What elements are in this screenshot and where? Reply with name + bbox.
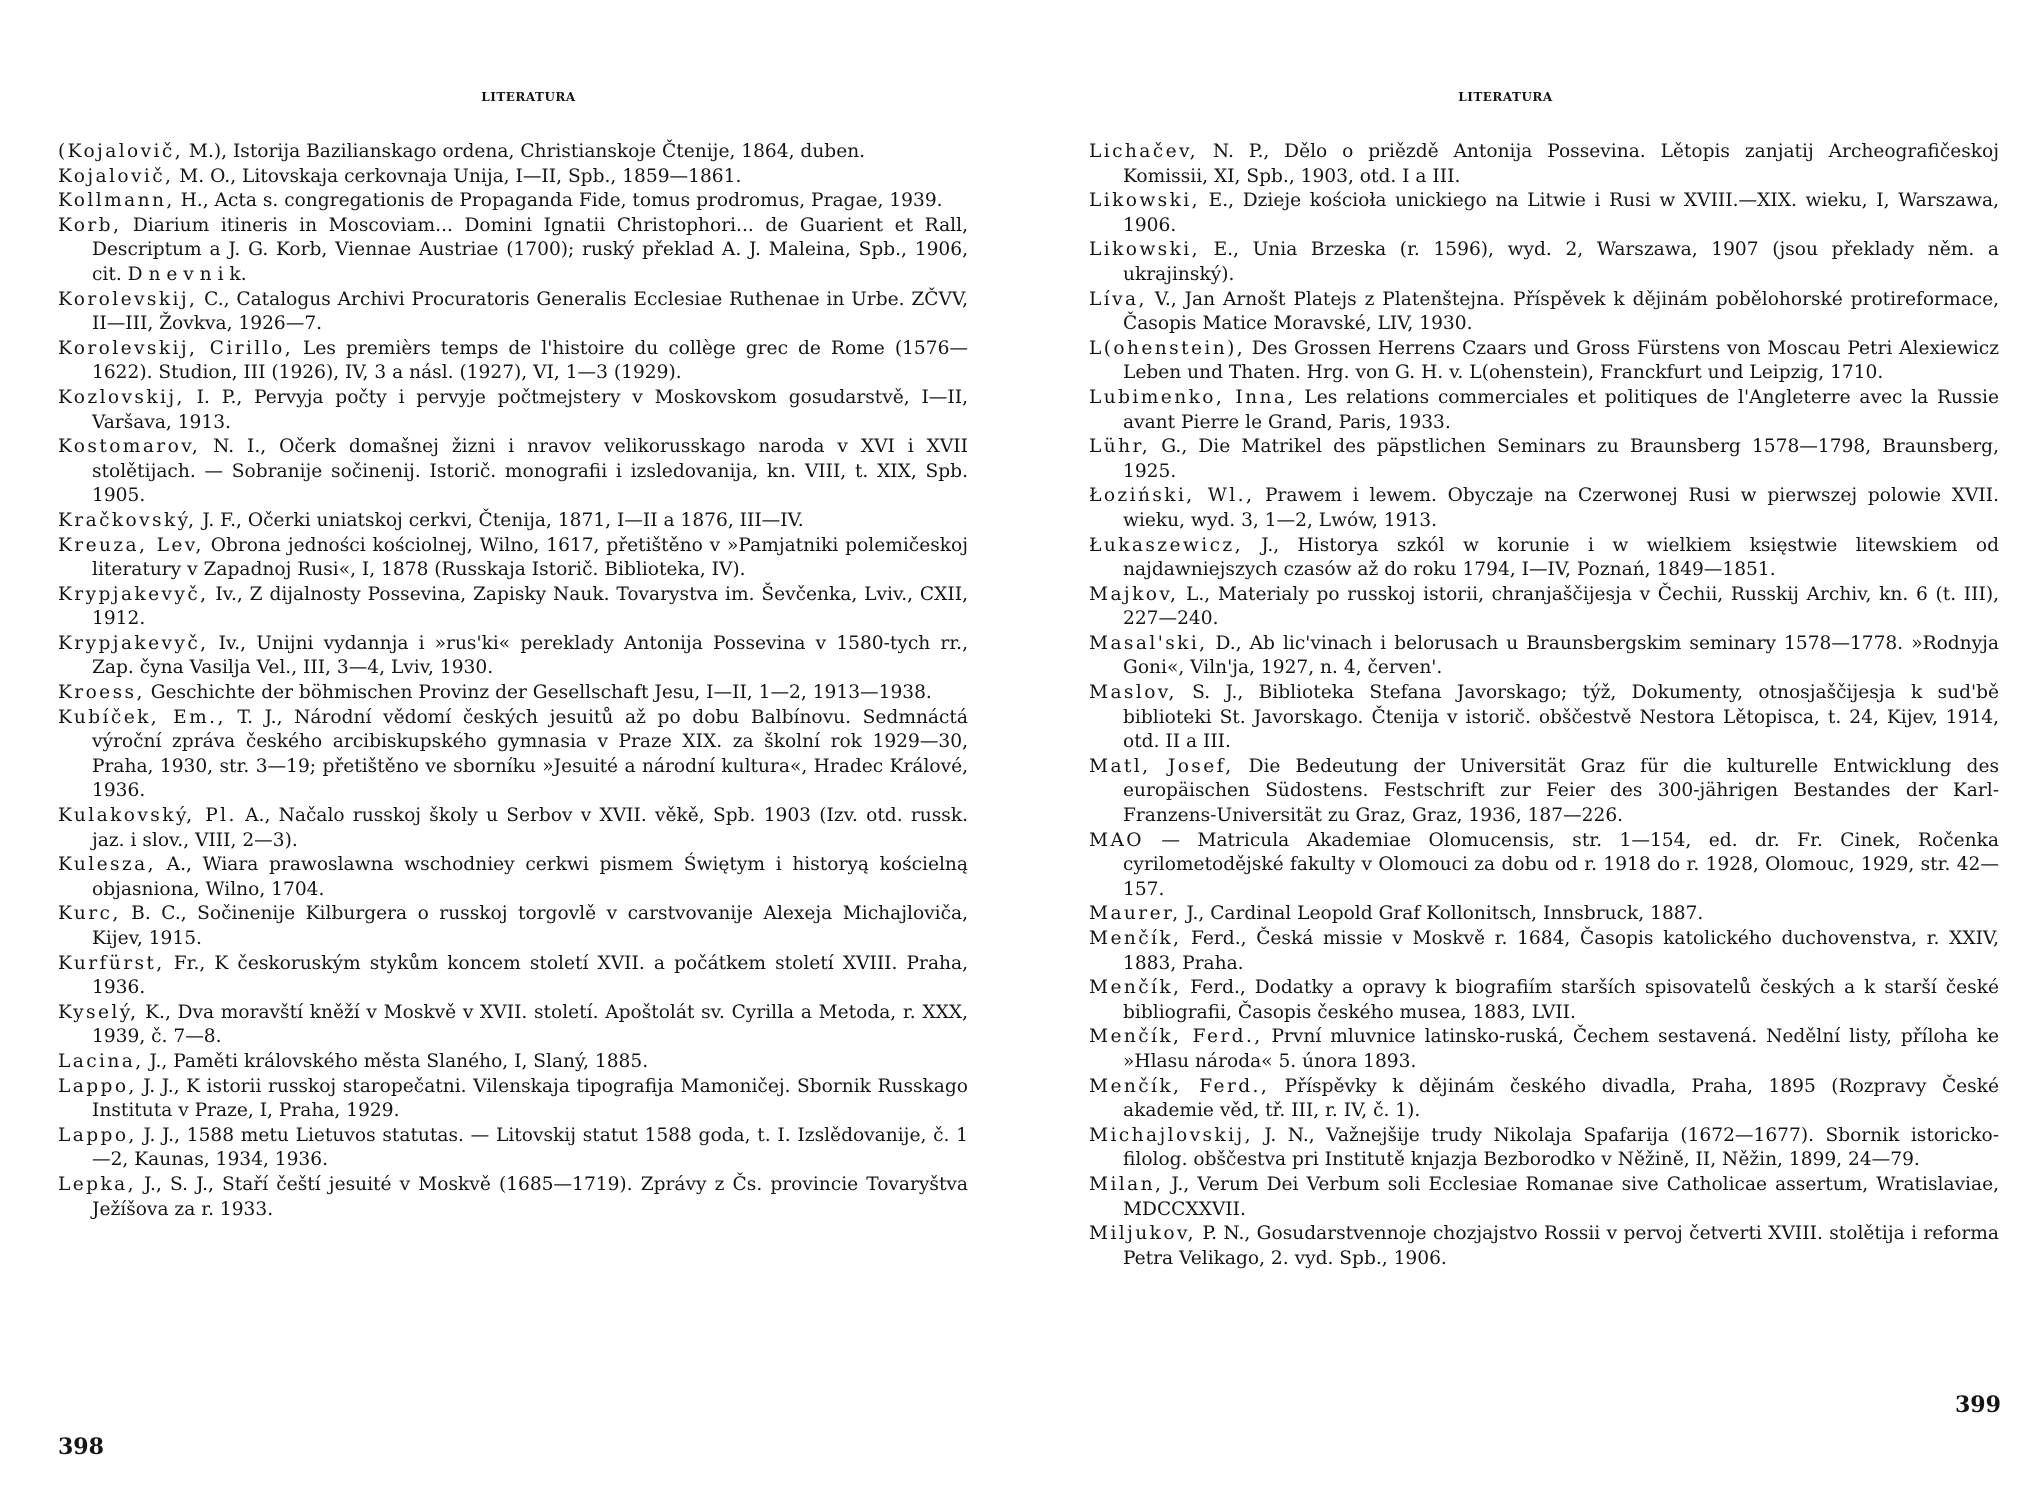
- entry-author: Lubimenko, Inna,: [1089, 386, 1296, 408]
- bibliography-entry: [1089, 681, 1999, 755]
- bibliography-entry: [58, 1075, 968, 1124]
- entry-text: Diarium itineris in Moscoviam... Domini Ignatii Christophori... de Guarient et Rall, Descriptum a J. G. Korb, Viennae Austriae (1700); ruský překlad A. J. Maleina, Spb., 1906, cit. D n e v n i k.: [92, 214, 968, 285]
- entry-author: Korb,: [58, 214, 122, 236]
- entry-text: Iv., Unijni vydannja i »rus'ki« pereklady Antonija Possevina v 1580-tych rr., Zap. čyna Vasilja Vel., III, 3—4, Lviv, 1930.: [92, 632, 968, 679]
- entry-author: MAO: [1089, 829, 1144, 851]
- bibliography-entry: [1089, 140, 1999, 189]
- entry-author: Kulesza,: [58, 854, 156, 876]
- entry-text: J., Paměti královského města Slaného, I, Slaný, 1885.: [143, 1050, 649, 1072]
- bibliography-entry: [58, 189, 968, 214]
- entry-author: Kyselý,: [58, 1001, 139, 1023]
- entry-author: Majkov,: [1089, 583, 1179, 605]
- bibliography-entry: [1089, 755, 1999, 829]
- entry-text: Die Bedeutung der Universität Graz für die kulturelle Entwicklung des europäischen Südostens. Festschrift zur Feier des 300-jährigen Bestandes der Karl-Franzens-Universität zu Graz, Graz, 1936, 187—226.: [1123, 755, 1999, 827]
- bibliography-entry: [58, 952, 968, 1001]
- entry-author: Lühr,: [1089, 436, 1151, 458]
- entry-author: Menčík,: [1089, 977, 1182, 999]
- entry-author: Milan,: [1089, 1173, 1164, 1195]
- bibliography-entry: [58, 1050, 968, 1075]
- bibliography-list: [1089, 140, 1999, 1271]
- entry-author: Kroess,: [58, 682, 145, 704]
- entry-author: Kozlovskij,: [58, 386, 185, 408]
- entry-author: Kostomarov,: [58, 436, 201, 458]
- entry-author: Korolevskij, Cirillo,: [58, 337, 293, 359]
- bibliography-list: [58, 140, 968, 1222]
- entry-text: E., Dzieje kościoła unickiego na Litwie i Rusi w XVIII.—XIX. wieku, I, Warszawa, 1906.: [1123, 190, 1999, 236]
- entry-author: Kubíček, Em.,: [58, 706, 226, 728]
- bibliography-entry: [58, 804, 968, 853]
- entry-text: M.), Istorija Bazilianskago ordena, Christianskoje Čtenije, 1864, duben.: [183, 141, 866, 162]
- bibliography-entry: [58, 632, 968, 681]
- bibliography-entry: [58, 337, 968, 386]
- entry-author: Maslov,: [1089, 682, 1177, 704]
- bibliography-entry: [58, 1173, 968, 1222]
- entry-text: K., Dva moravští kněží v Moskvě v XVII. století. Apoštolát sv. Cyrilla a Metoda, r. XXX, 1939, č. 7—8.: [92, 1001, 968, 1048]
- entry-author: Miljukov,: [1089, 1223, 1196, 1245]
- bibliography-entry: [1089, 1124, 1999, 1173]
- entry-author: Kračkovský,: [58, 509, 197, 531]
- entry-text: Les premièrs temps de l'histoire du collège grec de Rome (1576—1622). Studion, III (1926), IV, 3 a násl. (1927), VI, 1—3 (1929).: [92, 337, 968, 384]
- entry-author: Łoziński, Wl.,: [1089, 485, 1255, 507]
- bibliography-entry: [1089, 1075, 1999, 1124]
- entry-text: A., Načalo russkoj školy u Serbov v XVII. věkě, Spb. 1903 (Izv. otd. russk. jaz. i slov., VIII, 2—3).: [92, 805, 968, 851]
- entry-text: Geschichte der böhmischen Provinz der Gesellschaft Jesu, I—II, 1—2, 1913—1938.: [144, 682, 932, 704]
- bibliography-entry: [58, 583, 968, 632]
- entry-author: Lappo,: [58, 1124, 137, 1146]
- entry-text: Iv., Z dijalnosty Possevina, Zapisky Nauk. Tovarystva im. Ševčenka, Lviv., CXII, 1912.: [92, 583, 968, 630]
- entry-author: Kreuza, Lev,: [58, 534, 204, 556]
- bibliography-entry: [1089, 1025, 1999, 1074]
- entry-author: Menčík, Ferd.,: [1089, 1026, 1263, 1048]
- entry-text: Des Grossen Herrens Czaars und Gross Fürstens von Moscau Petri Alexiewicz Leben und Thaten. Hrg. von G. H. v. L(ohenstein), Franckfurt und Leipzig, 1710.: [1123, 337, 1999, 384]
- bibliography-entry: [1089, 484, 1999, 533]
- entry-text: N. I., Očerk domašnej žizni i nravov velikorusskago naroda v XVI i XVII stolětijach. — Sobranije sočinenij. Istorič. monografii i izsledovanija, kn. VIII, t. XIX, Spb. 1905.: [92, 436, 968, 507]
- entry-text: B. C., Sočinenije Kilburgera o russkoj torgovlě v carstvovanije Alexeja Michajloviča, Kijev, 1915.: [92, 903, 968, 949]
- entry-author: Michajlovskij,: [1089, 1124, 1253, 1146]
- bibliography-entry: [1089, 927, 1999, 976]
- page-number: 398: [58, 1434, 104, 1460]
- entry-text: J. F., Očerki uniatskoj cerkvi, Čtenija, 1871, I—II a 1876, III—IV.: [196, 509, 804, 531]
- bibliography-entry: [58, 681, 968, 706]
- entry-author: Lichačev,: [1089, 141, 1198, 162]
- entry-author: Korolevskij,: [58, 288, 198, 310]
- entry-author: Lacina,: [58, 1050, 144, 1072]
- entry-text: J. N., Važnejšije trudy Nikolaja Spafarija (1672—1677). Sbornik istoricko-filolog. obščestva pri Institutě knjazja Bezborodko v Něžině, II, Něžin, 1899, 24—79.: [1123, 1124, 1999, 1171]
- entry-text: H., Acta s. congregationis de Propaganda Fide, tomus prodromus, Pragae, 1939.: [174, 190, 943, 212]
- entry-author: L(ohenstein),: [1089, 337, 1246, 359]
- bibliography-entry: [1089, 1222, 1999, 1271]
- entry-text: J. J., 1588 metu Lietuvos statutas. — Litovskij statut 1588 goda, t. I. Izslědovanije, č. 1—2, Kaunas, 1934, 1936.: [92, 1124, 968, 1171]
- entry-author: Kojalovič,: [58, 165, 174, 187]
- entry-text: M. O., Litovskaja cerkovnaja Unija, I—II, Spb., 1859—1861.: [173, 165, 742, 187]
- entry-author: Matl, Josef,: [1089, 755, 1234, 777]
- entry-text: Ferd., Česká missie v Moskvě r. 1684, Časopis katolického duchovenstva, r. XXIV, 1883, Praha.: [1123, 928, 1999, 974]
- entry-text: N. P., Dělo o priězdě Antonija Possevina. Lětopis zanjatij Archeografičeskoj Komissii, XI, Spb., 1903, otd. I a III.: [1123, 141, 1999, 187]
- bibliography-entry: [1089, 238, 1999, 287]
- entry-author: Menčík, Ferd.,: [1089, 1075, 1270, 1097]
- entry-author: Maurer,: [1089, 903, 1181, 925]
- entry-text: P. N., Gosudarstvennoje chozjajstvo Rossii v pervoj četverti XVIII. stolětija i reforma Petra Velikago, 2. vyd. Spb., 1906.: [1123, 1223, 1999, 1269]
- bibliography-entry: [1089, 189, 1999, 238]
- entry-text: Fr., K českoruským stykům koncem století XVII. a počátkem století XVIII. Praha, 1936.: [92, 952, 968, 999]
- bibliography-entry: [1089, 288, 1999, 337]
- entry-text: A., Wiara prawoslawna wschodniey cerkwi pismem Świętym i historyą kościelną objasniona, Wilno, 1704.: [92, 854, 968, 900]
- bibliography-entry: [1089, 1173, 1999, 1222]
- entry-text: Obrona jedności kościolnej, Wilno, 1617, přetištěno v »Pamjatniki polemičeskoj literatury v Zapadnoj Rusi«, I, 1878 (Russkaja Istorič. Biblioteka, IV).: [92, 534, 968, 581]
- entry-author: Kulakovský, Pl.: [58, 805, 237, 827]
- bibliography-entry: [58, 1001, 968, 1050]
- bibliography-entry: [58, 706, 968, 804]
- bibliography-entry: [58, 509, 968, 534]
- entry-text: L., Materialy po russkoj istorii, chranjaščijesja v Čechii, Russkij Archiv, kn. 6 (t. III), 227—240.: [1123, 583, 1999, 630]
- entry-text: D., Ab lic'vinach i belorusach u Braunsbergskim seminary 1578—1778. »Rodnyja Goni«, Viln'ja, 1927, n. 4, červen'.: [1123, 632, 1999, 679]
- bibliography-entry: [58, 214, 968, 288]
- bibliography-entry: [1089, 902, 1999, 927]
- bibliography-entry: [1089, 337, 1999, 386]
- entry-text: G., Die Matrikel des päpstlichen Seminars zu Braunsberg 1578—1798, Braunsberg, 1925.: [1123, 436, 1999, 482]
- bibliography-entry: [1089, 386, 1999, 435]
- running-head: LITERATURA: [1458, 90, 1553, 104]
- bibliography-entry: [58, 386, 968, 435]
- entry-text: J., Historya szkól w korunie i w wielkiem księstwie litewskiem od najdawniejszych czasów až do roku 1794, I—IV, Poznań, 1849—1851.: [1123, 534, 1999, 581]
- entry-text: J. J., K istorii russkoj staropečatni. Vilenskaja tipografija Mamoničej. Sbornik Russkago Instituta v Praze, I, Praha, 1929.: [92, 1075, 968, 1122]
- page-number: 399: [1955, 1392, 2001, 1418]
- entry-author: Lepka,: [58, 1173, 136, 1195]
- entry-text: Prawem i lewem. Obyczaje na Czerwonej Rusi w pierwszej polowie XVII. wieku, wyd. 3, 1—2, Lwów, 1913.: [1123, 485, 1999, 531]
- entry-text: První mluvnice latinsko-ruská, Čechem sestavená. Nedělní listy, příloha ke »Hlasu národa« 5. února 1893.: [1123, 1026, 1999, 1072]
- entry-author: Krypjakevyč,: [58, 583, 209, 605]
- entry-author: Kollmann,: [58, 190, 175, 212]
- entry-text: Les relations commerciales et politiques de l'Angleterre avec la Russie avant Pierre le Grand, Paris, 1933.: [1123, 386, 1999, 433]
- entry-author: Likowski,: [1089, 239, 1200, 261]
- bibliography-entry: [58, 140, 968, 165]
- bibliography-entry: [1089, 583, 1999, 632]
- entry-author: (Kojalovič,: [58, 141, 184, 162]
- bibliography-entry: [1089, 534, 1999, 583]
- entry-text: I. P., Pervyja počty i pervyje počtmejstery v Moskovskom gosudarstvě, I—II, Varšava, 1913.: [92, 386, 968, 433]
- entry-author: Kurfürst,: [58, 952, 165, 974]
- entry-author: Likowski,: [1089, 190, 1200, 212]
- entry-author: Łukaszewicz,: [1089, 534, 1243, 556]
- entry-text: Ferd., Dodatky a opravy k biografiím starších spisovatelů českých a k starší české bibliografii, Časopis českého musea, 1883, LVII.: [1123, 977, 1999, 1023]
- entry-author: Menčík,: [1089, 928, 1182, 949]
- entry-author: Lappo,: [58, 1075, 137, 1097]
- running-head: LITERATURA: [481, 90, 576, 104]
- entry-text: C., Catalogus Archivi Procuratoris Generalis Ecclesiae Ruthenae in Urbe. ZČVV, II—III, Žovkva, 1926—7.: [92, 288, 968, 335]
- bibliography-entry: [1089, 435, 1999, 484]
- entry-text: S. J., Biblioteka Stefana Javorskago; týž, Dokumenty, otnosjaščijesja k sud'bě biblioteki St. Javorskago. Čtenija v istorič. obščestvě Nestora Lětopisca, t. 24, Kijev, 1914, otd. II a III.: [1123, 682, 1999, 753]
- bibliography-entry: [58, 853, 968, 902]
- entry-text: E., Unia Brzeska (r. 1596), wyd. 2, Warszawa, 1907 (jsou překlady něm. a ukrajinský).: [1123, 239, 1999, 285]
- entry-author: Masal'ski,: [1089, 632, 1208, 654]
- entry-text: J., S. J., Staří čeští jesuité v Moskvě (1685—1719). Zprávy z Čs. provincie Tovaryštva Ježíšova za r. 1933.: [92, 1173, 968, 1220]
- entry-text: J., Verum Dei Verbum soli Ecclesiae Romanae sive Catholicae assertum, Wratislaviae, MDCCXXVII.: [1123, 1173, 1999, 1220]
- entry-text: V., Jan Arnošt Platejs z Platenštejna. Příspěvek k dějinám pobělohorské protireformace, Časopis Matice Moravské, LIV, 1930.: [1123, 288, 1999, 335]
- bibliography-entry: [58, 902, 968, 951]
- bibliography-entry: [58, 288, 968, 337]
- entry-author: Kurc,: [58, 903, 121, 925]
- bibliography-entry: [58, 165, 968, 190]
- bibliography-entry: [1089, 632, 1999, 681]
- bibliography-entry: [58, 435, 968, 509]
- entry-author: Krypjakevyč,: [58, 632, 209, 654]
- entry-author: Líva,: [1089, 288, 1147, 310]
- entry-text: — Matricula Akademiae Olomucensis, str. 1—154, ed. dr. Fr. Cinek, Ročenka cyrilometodějské fakulty v Olomouci za dobu od r. 1918 do r. 1928, Olomouc, 1929, str. 42—157.: [1123, 829, 1999, 900]
- bibliography-entry: [1089, 976, 1999, 1025]
- entry-text: Příspěvky k dějinám českého divadla, Praha, 1895 (Rozpravy České akademie věd, tř. III, r. IV, č. 1).: [1123, 1075, 1999, 1122]
- entry-text: T. J., Národní vědomí českých jesuitů až po dobu Balbínovu. Sedmnáctá výroční zpráva českého arcibiskupského gymnasia v Praze XIX. za školní rok 1929—30, Praha, 1930, str. 3—19; přetištěno ve sborníku »Jesuité a národní kultura«, Hradec Králové, 1936.: [92, 706, 968, 802]
- entry-text: J., Cardinal Leopold Graf Kollonitsch, Innsbruck, 1887.: [1180, 903, 1704, 925]
- bibliography-entry: [58, 534, 968, 583]
- right-page: [1017, 0, 2034, 1500]
- bibliography-entry: [58, 1124, 968, 1173]
- bibliography-entry: [1089, 829, 1999, 903]
